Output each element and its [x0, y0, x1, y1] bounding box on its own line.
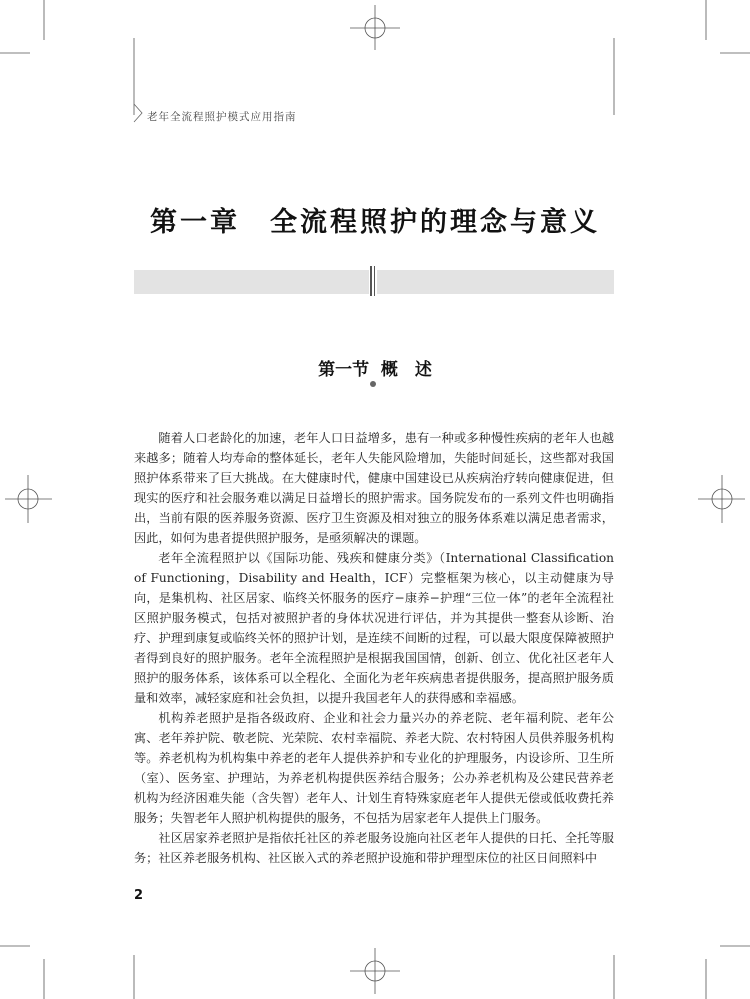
section-title: 概 述 — [380, 360, 432, 380]
chapter-bar-divider — [370, 266, 372, 296]
page-number: 2 — [134, 888, 144, 903]
chapter-bar-divider-thin — [374, 266, 375, 296]
section-heading — [0, 355, 750, 380]
running-header: 老年全流程照护模式应用指南 — [147, 111, 297, 123]
section-ornament-dot — [370, 381, 376, 387]
paragraph: 机构养老照护是指各级政府、企业和社会力量兴办的养老院、老年福利院、老年公寓、老年养护院、敬老院、光荣院、农村幸福院、养老大院、农村特困人员供养服务机构等。养老机构为机构集中养老的老年人提供养护和专业化的护理服务，内设诊所、卫生所（室）、医务室、护理站，为养老机构提供医养结合服务；公办养老机构及公建民营养老机构为经济困难失能（含失智）老年人、计划生育特殊家庭老年人提供无偿或低收费托养服务；失智老年人照护机构提供的服务，不包括为居家老年人提供上门服务。 — [134, 711, 614, 825]
body-text — [134, 428, 614, 868]
section-number: 第一节 — [318, 360, 370, 380]
paragraph: 老年全流程照护以《国际功能、残疾和健康分类》（International Classification of Functioning，Disability and Health，ICF）完整框架为核心，以主动健康为导向，是集机构、社区居家、临终关怀服务的医疗−康养−护理“三位一体”的老年全流程社区照护服务模式，包括对被照护者的身体状况进行评估，并为其提供一整套从诊断、治疗、护理到康复或临终关怀的照护计划，是连续不间断的过程，可以最大限度保障被照护者得到良好的照护服务。老年全流程照护是根据我国国情，创新、创立、优化社区老年人照护的服务体系，该体系可以全程化、全面化为老年疾病患者提供服务，提高照护服务质量和效率，减轻家庭和社会负担，以提升我国老年人的获得感和幸福感。 — [134, 551, 614, 705]
paragraph: 随着人口老龄化的加速，老年人口日益增多，患有一种或多种慢性疾病的老年人也越来越多；随着人均寿命的整体延长，老年人失能风险增加，失能时间延长，这些都对我国照护体系带来了巨大挑战。在大健康时代，健康中国建设已从疾病治疗转向健康促进，但现实的医疗和社会服务难以满足日益增长的照护需求。国务院发布的一系列文件也明确指出，当前有限的医养服务资源、医疗卫生资源及相对独立的服务体系难以满足患者需求，因此，如何为患者提供照护服务，是亟须解决的课题。 — [134, 431, 614, 545]
chapter-bar-right — [377, 270, 614, 294]
chapter-title: 第一章 全流程照护的理念与意义 — [150, 207, 600, 238]
chapter-bar-left — [134, 270, 369, 294]
paragraph: 社区居家养老照护是指依托社区的养老服务设施向社区老年人提供的日托、全托等服务；社区养老服务机构、社区嵌入式的养老照护设施和带护理型床位的社区日间照料中 — [134, 831, 614, 865]
